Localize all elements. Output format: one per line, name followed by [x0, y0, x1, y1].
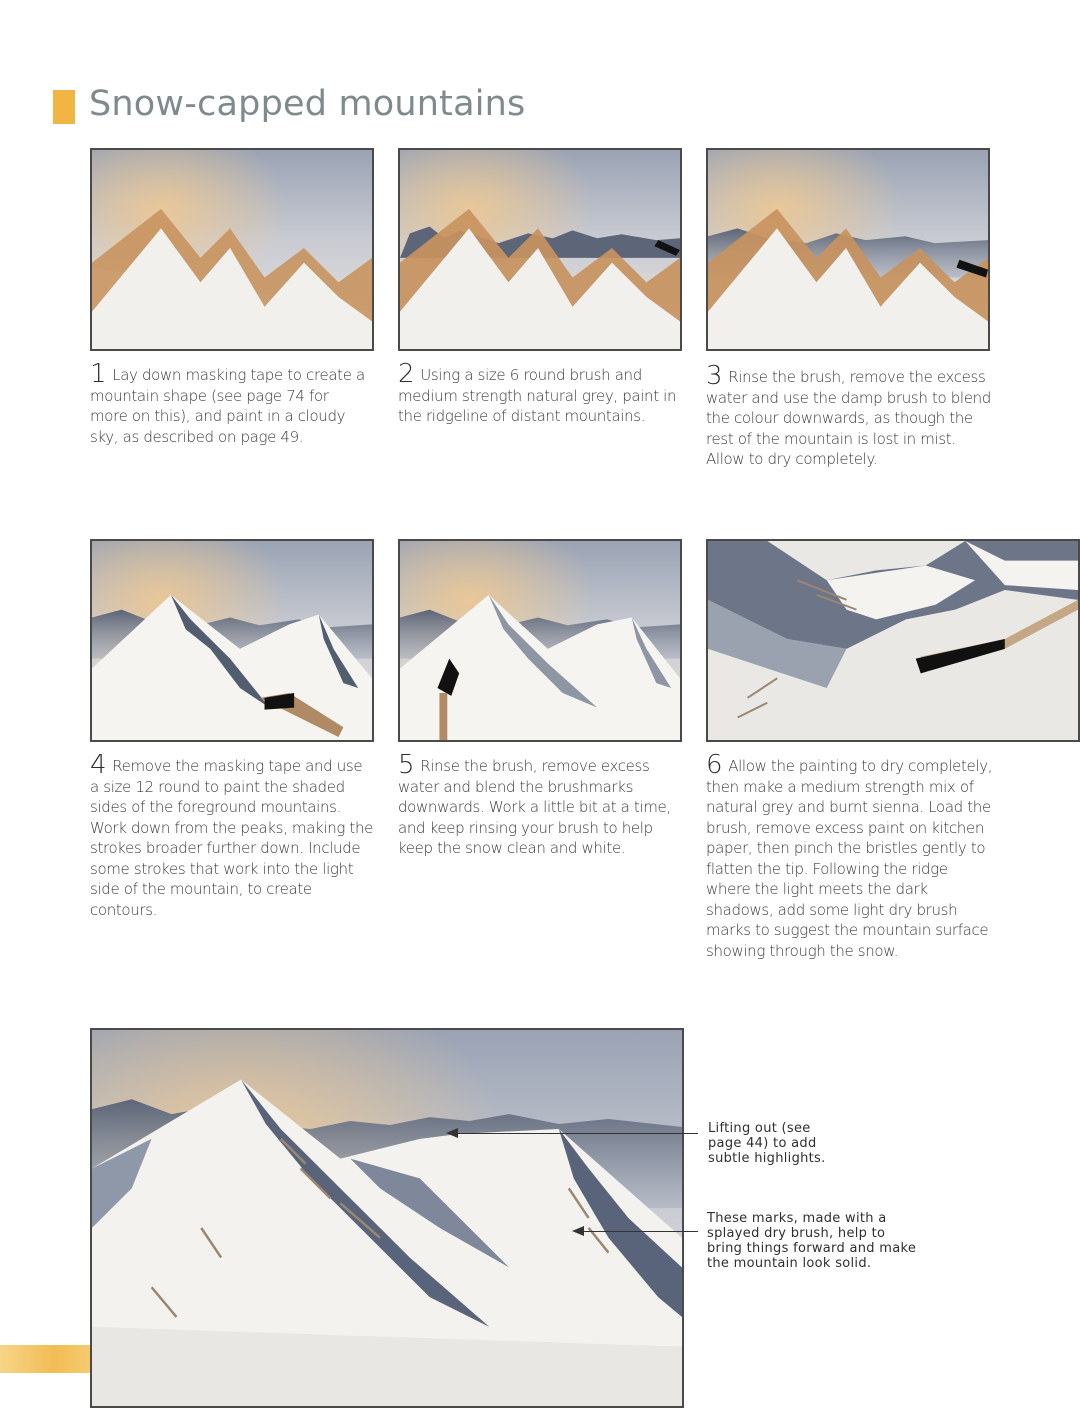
- step-1-text: [90, 359, 370, 447]
- step-1-image: [90, 148, 374, 351]
- step-number: 5: [398, 750, 415, 780]
- step-6-text: [706, 750, 996, 961]
- step-number: 3: [706, 361, 723, 391]
- callout-2-arrow-icon: [572, 1226, 584, 1236]
- step-6-image: [706, 539, 1080, 742]
- step-5-image: [398, 539, 682, 742]
- decorative-paint-stroke: [0, 1345, 90, 1373]
- step-description: Remove the masking tape and use a size 12 round to paint the shaded sides of the foreground mountains. Work down from the peaks, making the strokes broader further down. Include some strokes that work into the light side of the mountain, to create contours.: [90, 757, 373, 919]
- step-description: Rinse the brush, remove the excess water and use the damp brush to blend the colour downwards, as though the rest of the mountain is lost in mist. Allow to dry completely.: [706, 368, 991, 468]
- title-accent-bar: [53, 90, 75, 124]
- page-title: Snow-capped mountains: [89, 84, 526, 124]
- step-2-image: [398, 148, 682, 351]
- step-description: Using a size 6 round brush and medium strength natural grey, paint in the ridgeline of distant mountains.: [398, 366, 677, 425]
- callout-lifting-out: Lifting out (see page 44) to add subtle highlights.: [708, 1121, 826, 1166]
- step-4-image: [90, 539, 374, 742]
- callout-dry-brush-marks: These marks, made with a splayed dry brush, help to bring things forward and make the mountain look solid.: [707, 1211, 917, 1271]
- step-number: 2: [398, 359, 415, 389]
- step-2-text: [398, 359, 678, 427]
- step-number: 1: [90, 359, 107, 389]
- step-number: 4: [90, 750, 107, 780]
- callout-2-leader: [582, 1231, 698, 1232]
- step-4-text: [90, 750, 375, 920]
- step-description: Lay down masking tape to create a mountain shape (see page 74 for more on this), and paint in a cloudy sky, as described on page 49.: [90, 366, 365, 446]
- step-description: Rinse the brush, remove excess water and blend the brushmarks downwards. Work a little bit at a time, and keep rinsing your brush to help keep the snow clean and white.: [398, 757, 671, 857]
- step-5-text: [398, 750, 683, 859]
- final-painting: [90, 1028, 684, 1408]
- step-3-image: [706, 148, 990, 351]
- step-3-text: [706, 361, 996, 470]
- step-number: 6: [706, 750, 723, 780]
- step-description: Allow the painting to dry completely, then make a medium strength mix of natural grey and burnt sienna. Load the brush, remove excess paint on kitchen paper, then pinch the bristles gently to flatten the tip. Following the ridge where the light meets the dark shadows, add some light dry brush marks to suggest the mountain surface showing through the snow.: [706, 757, 993, 960]
- callout-1-arrow-icon: [446, 1128, 458, 1138]
- callout-1-leader: [456, 1133, 698, 1134]
